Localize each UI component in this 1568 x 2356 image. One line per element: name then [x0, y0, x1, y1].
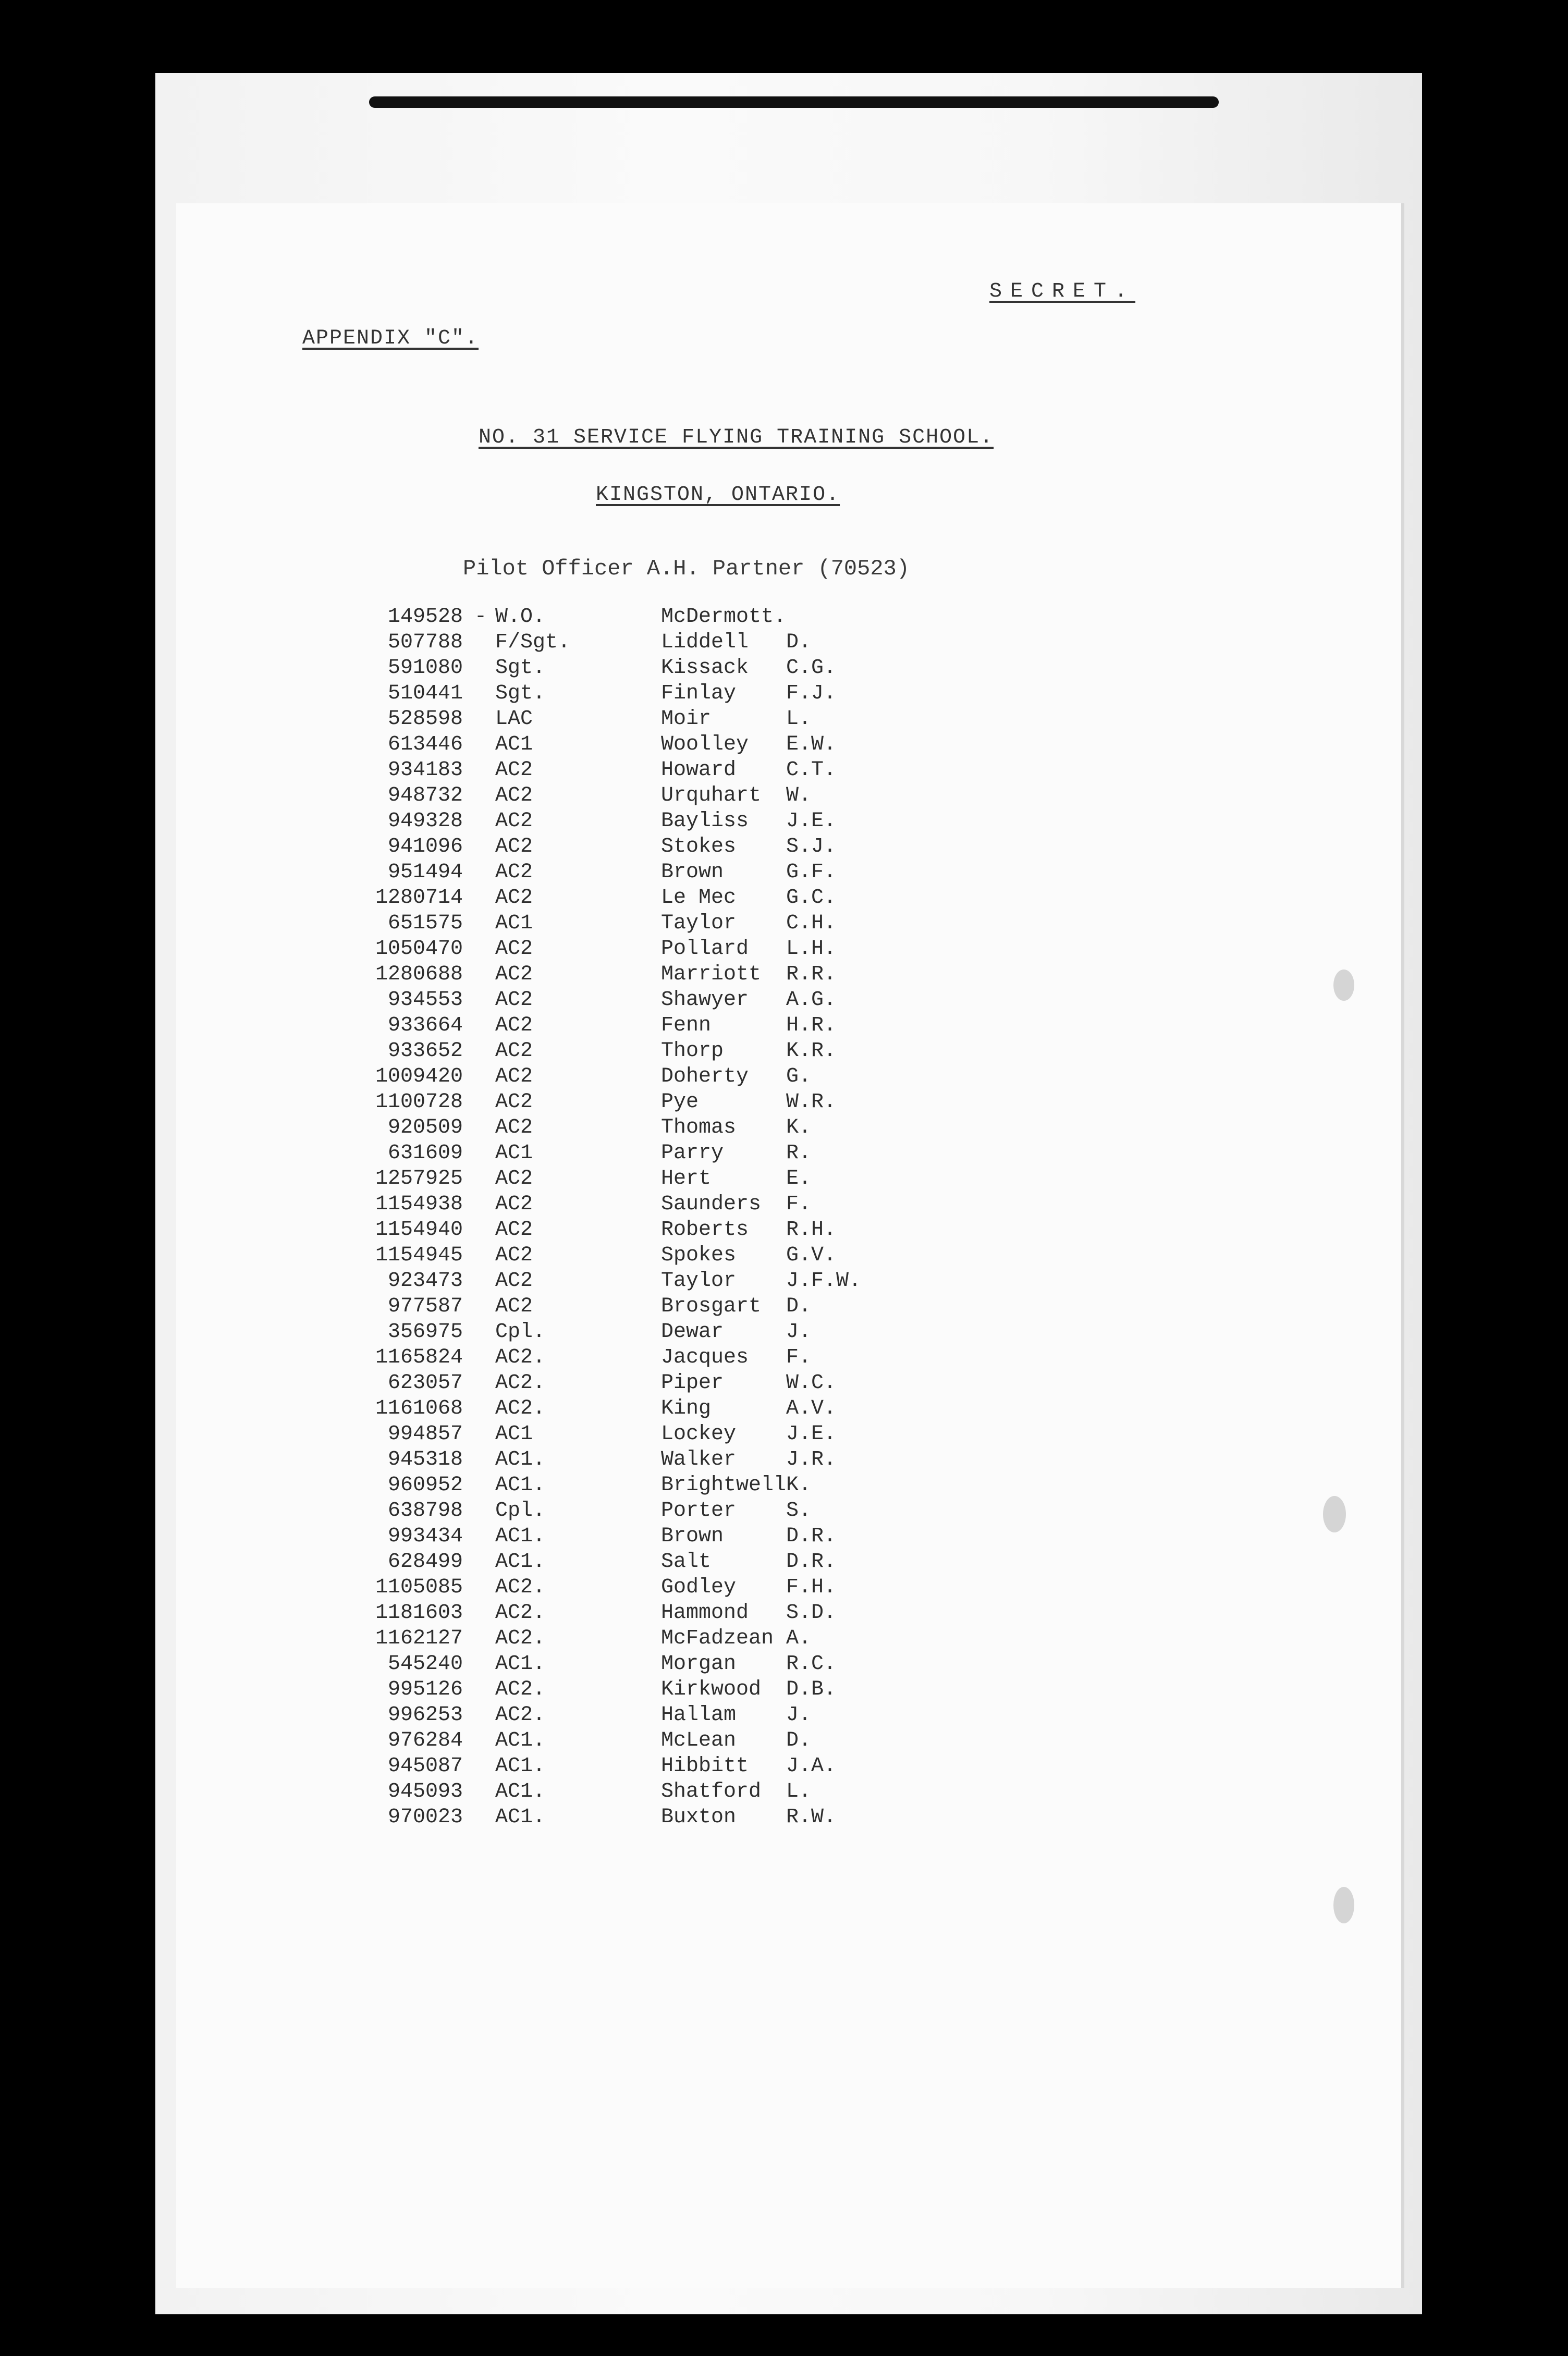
rank: AC2.	[495, 1576, 546, 1599]
rank: AC2	[495, 886, 533, 910]
location-title: KINGSTON, ONTARIO.	[596, 483, 840, 507]
surname: Hibbitt	[661, 1754, 749, 1778]
initials: E.	[786, 1167, 812, 1191]
service-number: 941096	[387, 835, 463, 858]
rank: AC2	[495, 784, 533, 807]
service-number: 993434	[387, 1525, 463, 1548]
surname: Kissack	[661, 656, 749, 680]
rank: AC2	[495, 1167, 533, 1191]
service-number: 949328	[387, 809, 463, 833]
surname: Bayliss	[661, 809, 749, 833]
initials: L.	[786, 707, 812, 731]
surname: Morgan	[661, 1652, 737, 1676]
initials: G.	[786, 1065, 812, 1088]
service-number: 970023	[387, 1806, 463, 1829]
initials: F.	[786, 1193, 812, 1216]
surname: Stokes	[661, 835, 737, 858]
service-number: 631609	[387, 1142, 463, 1165]
service-number: 995126	[387, 1678, 463, 1701]
initials: K.	[786, 1116, 812, 1139]
surname: Porter	[661, 1499, 737, 1523]
service-number: 977587	[387, 1295, 463, 1318]
service-number: 920509	[387, 1116, 463, 1139]
rank: LAC	[495, 707, 533, 731]
rank: AC2	[495, 1295, 533, 1318]
rank: AC2.	[495, 1703, 546, 1727]
initials: C.G.	[786, 656, 837, 680]
rank: AC1.	[495, 1525, 546, 1548]
initials: D.R.	[786, 1525, 837, 1548]
initials: J.F.W.	[786, 1269, 862, 1293]
rank: AC2.	[495, 1601, 546, 1625]
rank: AC2.	[495, 1678, 546, 1701]
rank: AC2	[495, 835, 533, 858]
surname: Hallam	[661, 1703, 737, 1727]
surname: Kirkwood	[661, 1678, 762, 1701]
initials: R.W.	[786, 1806, 837, 1829]
initials: C.H.	[786, 912, 837, 935]
rank: AC1.	[495, 1780, 546, 1803]
service-number: 1165824	[375, 1346, 463, 1369]
service-number: 945318	[387, 1448, 463, 1471]
initials: R.H.	[786, 1218, 837, 1242]
surname: Brown	[661, 1525, 724, 1548]
rank: AC1	[495, 1142, 533, 1165]
surname: Moir	[661, 707, 712, 731]
service-number: 1154945	[375, 1244, 463, 1267]
initials: D.	[786, 631, 812, 654]
service-number: 933664	[387, 1014, 463, 1037]
surname: Hammond	[661, 1601, 749, 1625]
rank: Cpl.	[495, 1320, 546, 1344]
surname: Taylor	[661, 912, 737, 935]
service-number: 638798	[387, 1499, 463, 1523]
initials: G.C.	[786, 886, 837, 910]
rank: AC1.	[495, 1474, 546, 1497]
initials: J.A.	[786, 1754, 837, 1778]
service-number: 945093	[387, 1780, 463, 1803]
surname: Doherty	[661, 1065, 749, 1088]
service-number: 994857	[387, 1422, 463, 1446]
surname: Brightwell	[661, 1474, 787, 1497]
initials: S.	[786, 1499, 812, 1523]
service-number: 613446	[387, 733, 463, 756]
rank: AC2	[495, 1065, 533, 1088]
service-number: 1105085	[375, 1576, 463, 1599]
service-number: 923473	[387, 1269, 463, 1293]
service-number: 528598	[387, 707, 463, 731]
document-page	[155, 73, 1422, 2314]
service-number: 951494	[387, 861, 463, 884]
initials: L.	[786, 1780, 812, 1803]
service-number: 948732	[387, 784, 463, 807]
service-number: 628499	[387, 1550, 463, 1574]
initials: D.	[786, 1729, 812, 1752]
rank: AC2	[495, 963, 533, 986]
surname: Thomas	[661, 1116, 737, 1139]
service-number: 996253	[387, 1703, 463, 1727]
rank: AC2	[495, 758, 533, 782]
initials: R.C.	[786, 1652, 837, 1676]
initials: K.	[786, 1474, 812, 1497]
surname: Roberts	[661, 1218, 749, 1242]
initials: C.T.	[786, 758, 837, 782]
surname: Salt	[661, 1550, 712, 1574]
initials: H.R.	[786, 1014, 837, 1037]
rank: W.O.	[495, 605, 546, 629]
initials: J.R.	[786, 1448, 837, 1471]
rank: Sgt.	[495, 682, 546, 705]
initials: R.R.	[786, 963, 837, 986]
service-number: 356975	[387, 1320, 463, 1344]
rank: AC2	[495, 1244, 533, 1267]
service-number: 149528	[387, 605, 463, 629]
rank: Sgt.	[495, 656, 546, 680]
initials: W.C.	[786, 1371, 837, 1395]
rank: AC1.	[495, 1448, 546, 1471]
rank: AC2	[495, 1218, 533, 1242]
paper-mark	[1333, 970, 1354, 1001]
surname: Pye	[661, 1090, 699, 1114]
service-number: 1181603	[375, 1601, 463, 1625]
surname: Buxton	[661, 1806, 737, 1829]
surname: Liddell	[661, 631, 749, 654]
rank: AC2	[495, 1039, 533, 1063]
surname: Shawyer	[661, 988, 749, 1012]
service-number: 1257925	[375, 1167, 463, 1191]
rank: AC1	[495, 733, 533, 756]
initials: F.	[786, 1346, 812, 1369]
initials: D.	[786, 1295, 812, 1318]
surname: Finlay	[661, 682, 737, 705]
initials: A.V.	[786, 1397, 837, 1420]
surname: McFadzean	[661, 1627, 774, 1650]
service-number: 591080	[387, 656, 463, 680]
surname: Parry	[661, 1142, 724, 1165]
initials: D.B.	[786, 1678, 837, 1701]
service-number: 1161068	[375, 1397, 463, 1420]
service-number: 510441	[387, 682, 463, 705]
surname: Thorp	[661, 1039, 724, 1063]
surname: Pollard	[661, 937, 749, 961]
service-number: 960952	[387, 1474, 463, 1497]
surname: Dewar	[661, 1320, 724, 1344]
rank: AC2.	[495, 1346, 546, 1369]
rank: Cpl.	[495, 1499, 546, 1523]
rank: AC1	[495, 1422, 533, 1446]
initials: L.H.	[786, 937, 837, 961]
initials: D.R.	[786, 1550, 837, 1574]
school-title: NO. 31 SERVICE FLYING TRAINING SCHOOL.	[479, 426, 994, 449]
service-number: 976284	[387, 1729, 463, 1752]
surname: Godley	[661, 1576, 737, 1599]
rank: AC1.	[495, 1550, 546, 1574]
surname: Woolley	[661, 733, 749, 756]
surname: Spokes	[661, 1244, 737, 1267]
officer-line: Pilot Officer A.H. Partner (70523)	[463, 556, 910, 581]
surname: McDermott.	[661, 605, 787, 629]
initials: G.V.	[786, 1244, 837, 1267]
surname: Le Mec	[661, 886, 737, 910]
service-number: 545240	[387, 1652, 463, 1676]
initials: J.E.	[786, 1422, 837, 1446]
initials: R.	[786, 1142, 812, 1165]
service-number: 1280688	[375, 963, 463, 986]
service-number: 934183	[387, 758, 463, 782]
rank: AC1.	[495, 1652, 546, 1676]
rank: AC2	[495, 1193, 533, 1216]
rank: AC1.	[495, 1754, 546, 1778]
paper-mark	[1323, 1496, 1346, 1532]
surname: Walker	[661, 1448, 737, 1471]
service-number: 945087	[387, 1754, 463, 1778]
service-number: 1009420	[375, 1065, 463, 1088]
initials: W.R.	[786, 1090, 837, 1114]
service-number: 934553	[387, 988, 463, 1012]
initials: F.H.	[786, 1576, 837, 1599]
rank: AC2	[495, 861, 533, 884]
rank: AC2	[495, 809, 533, 833]
service-number: 623057	[387, 1371, 463, 1395]
surname: Brown	[661, 861, 724, 884]
rank: AC2	[495, 1090, 533, 1114]
rank: AC2	[495, 1269, 533, 1293]
surname: Marriott	[661, 963, 762, 986]
rank: AC2	[495, 1014, 533, 1037]
surname: Shatford	[661, 1780, 762, 1803]
initials: J.	[786, 1703, 812, 1727]
surname: Lockey	[661, 1422, 737, 1446]
service-number: 651575	[387, 912, 463, 935]
service-number: 1162127	[375, 1627, 463, 1650]
initials: S.D.	[786, 1601, 837, 1625]
service-number: 1280714	[375, 886, 463, 910]
rank: AC2	[495, 1116, 533, 1139]
surname: Taylor	[661, 1269, 737, 1293]
surname: McLean	[661, 1729, 737, 1752]
appendix-label: APPENDIX "C".	[302, 327, 479, 350]
rank: AC2	[495, 937, 533, 961]
surname: Jacques	[661, 1346, 749, 1369]
row-dash: -	[474, 605, 487, 629]
service-number: 1154940	[375, 1218, 463, 1242]
surname: Piper	[661, 1371, 724, 1395]
rank: AC2.	[495, 1627, 546, 1650]
rank: AC1.	[495, 1729, 546, 1752]
surname: Hert	[661, 1167, 712, 1191]
surname: Fenn	[661, 1014, 712, 1037]
initials: F.J.	[786, 682, 837, 705]
initials: J.E.	[786, 809, 837, 833]
service-number: 507788	[387, 631, 463, 654]
initials: W.	[786, 784, 812, 807]
rank: AC2	[495, 988, 533, 1012]
rank: AC2.	[495, 1397, 546, 1420]
surname: Urquhart	[661, 784, 762, 807]
initials: J.	[786, 1320, 812, 1344]
rank: AC2.	[495, 1371, 546, 1395]
rank: F/Sgt.	[495, 631, 571, 654]
initials: S.J.	[786, 835, 837, 858]
initials: A.	[786, 1627, 812, 1650]
surname: Brosgart	[661, 1295, 762, 1318]
initials: E.W.	[786, 733, 837, 756]
surname: King	[661, 1397, 712, 1420]
binding-bar	[369, 96, 1219, 108]
surname: Howard	[661, 758, 737, 782]
initials: A.G.	[786, 988, 837, 1012]
service-number: 1100728	[375, 1090, 463, 1114]
service-number: 1050470	[375, 937, 463, 961]
surname: Saunders	[661, 1193, 762, 1216]
initials: G.F.	[786, 861, 837, 884]
service-number: 933652	[387, 1039, 463, 1063]
classification-label: SECRET.	[989, 280, 1136, 303]
rank: AC1.	[495, 1806, 546, 1829]
paper-mark	[1333, 1887, 1354, 1923]
service-number: 1154938	[375, 1193, 463, 1216]
initials: K.R.	[786, 1039, 837, 1063]
rank: AC1	[495, 912, 533, 935]
